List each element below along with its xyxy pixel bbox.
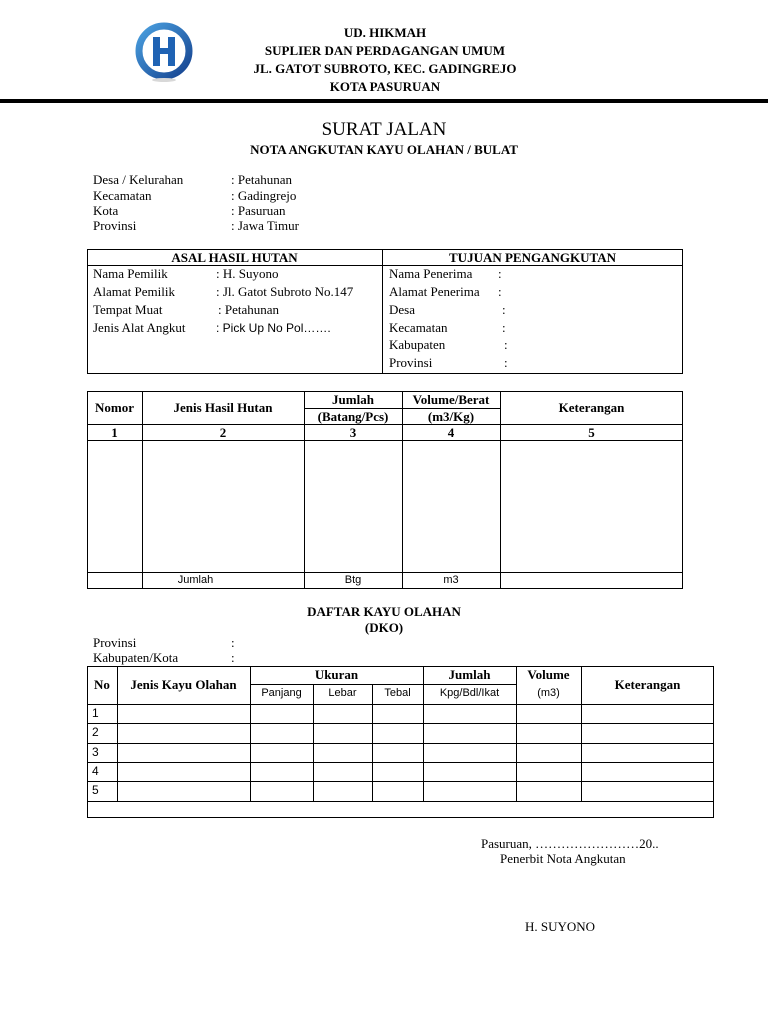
location-value: : Pasuruan bbox=[231, 203, 286, 218]
signature-role: Penerbit Nota Angkutan bbox=[500, 851, 626, 866]
destination-label: Desa bbox=[389, 302, 415, 317]
header-divider bbox=[0, 99, 768, 103]
dko-subtitle: (DKO) bbox=[364, 620, 404, 635]
origin-heading: ASAL HASIL HUTAN bbox=[171, 250, 298, 265]
location-value: : Gadingrejo bbox=[231, 188, 297, 203]
column-header-volume-unit: (m3/Kg) bbox=[427, 409, 475, 424]
dko-header-keterangan: Keterangan bbox=[614, 677, 681, 692]
column-number: 2 bbox=[219, 425, 227, 440]
dko-row-number: 2 bbox=[92, 725, 99, 739]
destination-value: : bbox=[502, 302, 506, 317]
dko-header-jumlah: Jumlah bbox=[448, 667, 491, 682]
dko-field-label: Kabupaten/Kota bbox=[93, 650, 179, 665]
column-header-jumlah: Jumlah bbox=[332, 392, 374, 407]
origin-label: Tempat Muat bbox=[93, 302, 163, 317]
dko-field-label: Provinsi bbox=[93, 635, 137, 650]
location-value: : Petahunan bbox=[231, 172, 293, 187]
destination-label: Alamat Penerima bbox=[389, 284, 480, 299]
signature-name: H. SUYONO bbox=[525, 919, 596, 934]
column-number: 4 bbox=[447, 425, 455, 440]
total-unit-btg: Btg bbox=[344, 574, 362, 586]
origin-value: : Jl. Gatot Subroto No.147 bbox=[216, 284, 354, 299]
dko-row-number: 3 bbox=[92, 745, 99, 759]
document-title: SURAT JALAN bbox=[321, 119, 447, 140]
dko-header-m3: (m3) bbox=[537, 687, 560, 699]
dko-header-ukuran: Ukuran bbox=[314, 667, 359, 682]
destination-label: Nama Penerima bbox=[389, 266, 473, 281]
destination-label: Kecamatan bbox=[389, 320, 448, 335]
company-name: UD. HIKMAH bbox=[343, 25, 427, 40]
location-label: Desa / Kelurahan bbox=[93, 172, 184, 187]
dko-row-number: 1 bbox=[92, 706, 99, 720]
destination-value: : bbox=[504, 337, 508, 352]
column-header-jumlah-unit: (Batang/Pcs) bbox=[317, 409, 389, 424]
total-unit-m3: m3 bbox=[443, 574, 459, 586]
dko-row-number: 4 bbox=[92, 764, 99, 778]
dko-header-lebar: Lebar bbox=[328, 687, 357, 699]
dko-header-volume: Volume bbox=[527, 667, 570, 682]
origin-value: : H. Suyono bbox=[216, 266, 279, 281]
dko-field-value: : bbox=[231, 635, 235, 650]
destination-value: : bbox=[498, 284, 502, 299]
total-label: Jumlah bbox=[177, 574, 214, 586]
column-header-nomor: Nomor bbox=[95, 400, 134, 415]
destination-heading: TUJUAN PENGANGKUTAN bbox=[449, 250, 616, 265]
location-value: : Jawa Timur bbox=[231, 218, 299, 233]
column-header-jenis: Jenis Hasil Hutan bbox=[173, 400, 273, 415]
company-address: JL. GATOT SUBROTO, KEC. GADINGREJO bbox=[253, 61, 517, 76]
origin-label: Alamat Pemilik bbox=[93, 284, 175, 299]
location-label: Kecamatan bbox=[93, 188, 152, 203]
origin-value: : Pick Up No Pol……. bbox=[216, 321, 331, 335]
column-number: 3 bbox=[349, 425, 357, 440]
location-label: Kota bbox=[93, 203, 119, 218]
column-number: 1 bbox=[111, 425, 118, 440]
destination-value: : bbox=[504, 355, 508, 370]
destination-value: : bbox=[502, 320, 506, 335]
document-subtitle: NOTA ANGKUTAN KAYU OLAHAN / BULAT bbox=[250, 142, 518, 157]
dko-title: DAFTAR KAYU OLAHAN bbox=[307, 604, 461, 619]
column-header-keterangan: Keterangan bbox=[558, 400, 625, 415]
dko-field-value: : bbox=[231, 650, 235, 665]
destination-label: Provinsi bbox=[389, 355, 433, 370]
destination-value: : bbox=[498, 266, 502, 281]
dko-header-tebal: Tebal bbox=[384, 687, 411, 699]
company-tagline: SUPLIER DAN PERDAGANGAN UMUM bbox=[264, 43, 506, 58]
origin-label: Nama Pemilik bbox=[93, 266, 168, 281]
signature-place-date: Pasuruan, ……………………20.. bbox=[481, 836, 659, 851]
origin-value: : Petahunan bbox=[218, 302, 280, 317]
dko-row-number: 5 bbox=[92, 783, 99, 797]
dko-header-kpg: Kpg/Bdl/Ikat bbox=[439, 687, 500, 699]
company-city: KOTA PASURUAN bbox=[329, 79, 441, 94]
destination-label: Kabupaten bbox=[389, 337, 446, 352]
dko-header-no: No bbox=[94, 677, 110, 692]
origin-label: Jenis Alat Angkut bbox=[93, 320, 186, 335]
dko-header-panjang: Panjang bbox=[261, 687, 302, 699]
location-label: Provinsi bbox=[93, 218, 137, 233]
dko-header-jenis: Jenis Kayu Olahan bbox=[130, 677, 237, 692]
column-number: 5 bbox=[588, 425, 595, 440]
column-header-volume: Volume/Berat bbox=[412, 392, 490, 407]
